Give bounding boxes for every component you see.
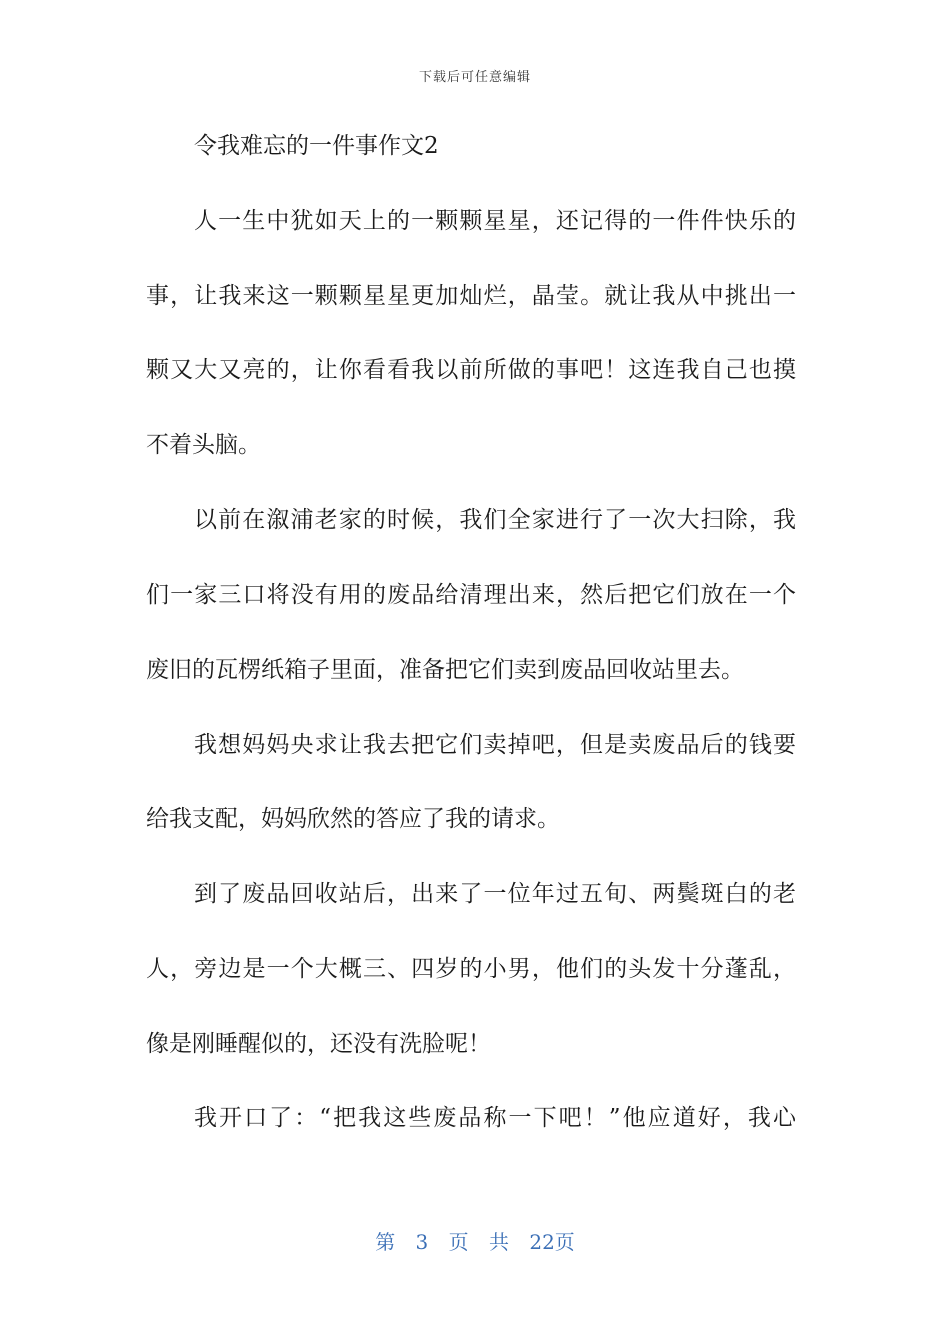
paragraph-line: 废旧的瓦楞纸箱子里面，准备把它们卖到废品回收站里去。 <box>146 657 744 683</box>
paragraph-line: 人，旁边是一个大概三、四岁的小男，他们的头发十分蓬乱， <box>146 956 796 982</box>
footer-word-di: 第 <box>375 1230 396 1254</box>
paragraph-line: 给我支配，妈妈欣然的答应了我的请求。 <box>146 806 560 832</box>
paragraph-line: 以前在溆浦老家的时候，我们全家进行了一次大扫除，我 <box>194 507 796 533</box>
footer-page-total: 22页 <box>529 1230 575 1254</box>
paragraph-line: 颗又大又亮的，让你看看我以前所做的事吧！这连我自己也摸 <box>146 357 796 383</box>
paragraph-line: 事，让我来这一颗颗星星更加灿烂，晶莹。就让我从中挑出一 <box>146 283 796 309</box>
paragraph-line: 像是刚睡醒似的，还没有洗脸呢！ <box>146 1031 491 1057</box>
paragraph-line: 我开口了：“把我这些废品称一下吧！”他应道好，我心 <box>194 1105 796 1131</box>
paragraph-line: 我想妈妈央求让我去把它们卖掉吧，但是卖废品后的钱要 <box>194 732 796 758</box>
paragraph-line: 们一家三口将没有用的废品给清理出来，然后把它们放在一个 <box>146 582 796 608</box>
page-header: 下载后可任意编辑 <box>418 70 531 85</box>
paragraph-line: 人一生中犹如天上的一颗颗星星，还记得的一件件快乐的 <box>194 208 796 234</box>
footer-word-gong: 共 <box>489 1230 509 1254</box>
document-title: 令我难忘的一件事作文2 <box>194 133 439 159</box>
footer-page-current: 3 <box>415 1230 429 1254</box>
paragraph-line: 不着头脑。 <box>146 432 261 458</box>
footer-word-ye: 页 <box>448 1230 469 1254</box>
page-footer <box>0 1226 950 1255</box>
paragraph-line: 到了废品回收站后，出来了一位年过五旬、两鬓斑白的老 <box>194 881 796 907</box>
